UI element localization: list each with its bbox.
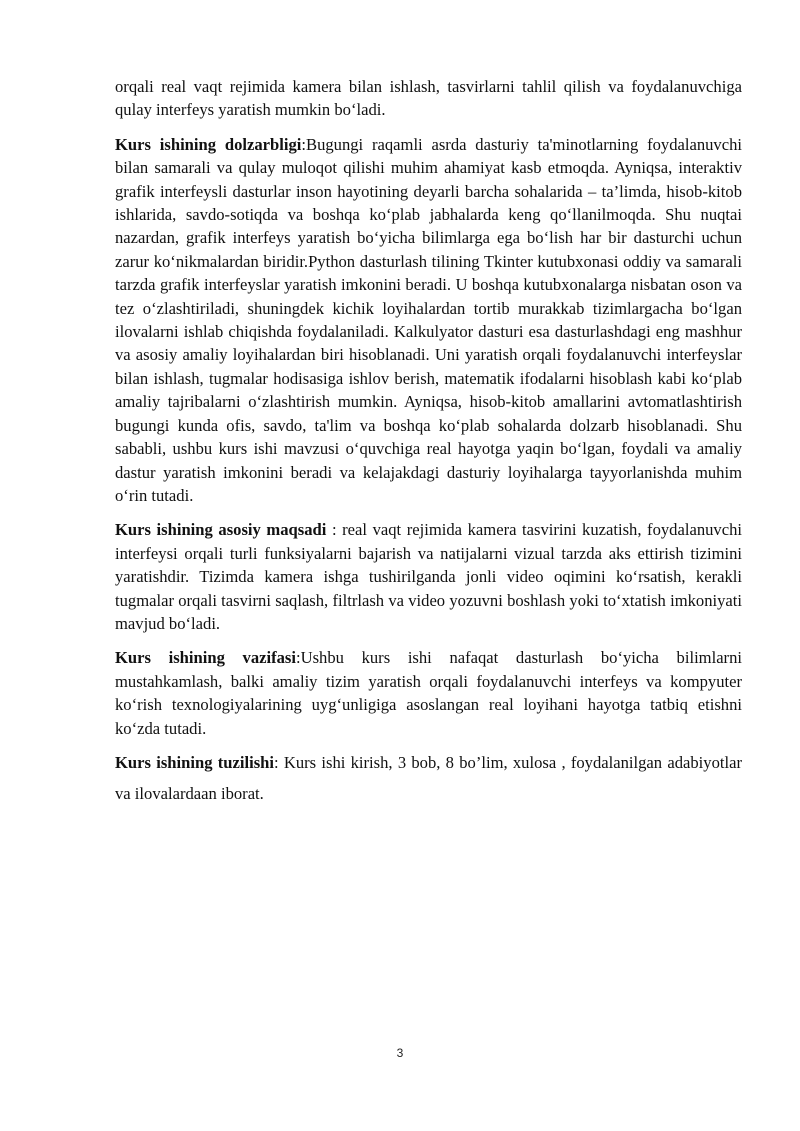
section-heading-relevance: Kurs ishining dolzarbligi xyxy=(115,134,302,154)
section-heading-main-goal: Kurs ishining asosiy maqsadi xyxy=(115,520,327,540)
paragraph-text: :Ushbu kurs ishi nafaqat dasturlash bo‘yicha bilimlarni mustahkamlash, balki amaliy tizim yaratish orqali foydalanuvchi interfeys va kompyuter ko‘rish texnologiyalarining uyg‘unligiga asoslangan real loyihani hayotga tatbiq etishni ko‘zda tutadi. xyxy=(115,648,742,738)
section-heading-tasks: Kurs ishining vazifasi xyxy=(115,648,296,668)
paragraph-tasks xyxy=(115,646,742,740)
paragraph-text: : real vaqt rejimida kamera tasvirini kuzatish, foydalanuvchi interfeysi orqali turli funksiyalarni bajarish va natijalarni vizual tarzda aks ettirish tizimini yaratishdir. Tizimda kamera ishga tushirilganda jonli video oqimini ko‘rsatish, kerakli tugmalar orqali tasvirni saqlash, filtrlash va video yozuvni boshlash yoki to‘xtatish imkoniyati mavjud bo‘ladi. xyxy=(115,520,742,633)
document-page xyxy=(115,75,742,820)
paragraph-text: : Kurs ishi kirish, 3 bob, 8 bo’lim, xulosa , foydalanilgan adabiyotlar va ilovalardaan iborat. xyxy=(115,752,742,803)
paragraph-relevance xyxy=(115,133,742,508)
page-number: 3 xyxy=(396,1046,404,1060)
paragraph-text: :Bugungi raqamli asrda dasturiy ta'minotlarning foydalanuvchi bilan samarali va qulay muloqot qilishi muhim ahamiyat kasb etmoqda. Ayniqsa, interaktiv grafik interfeysli dasturlar inson hayotining deyarli barcha sohalarida – ta’limda, hisob-kitob ishlarida, savdo-sotiqda va boshqa ko‘plab jabhalarda keng qo‘llanilmoqda. Shu nuqtai nazardan, grafik interfeys yaratish bo‘yicha bilimlarga ega bo‘lish har bir dasturchi uchun zarur ko‘nikmalardan biridir.Python dasturlash tilining Tkinter kutubxonasi oddiy va samarali tarzda grafik interfeyslar yaratish imkonini beradi. U boshqa kutubxonalarga nisbatan oson va tez o‘zlashtiriladi, shuningdek kichik loyihalardan tortib murakkab tizimlargacha bo‘lgan ilovalarni ishlab chiqishda foydalaniladi. Kalkulyator dasturi esa dasturlashdagi eng mashhur va asosiy amaliy loyihalardan biri hisoblanadi. Uni yaratish orqali foydalanuvchi interfeyslar bilan ishlash, tugmalar hodisasiga ishlov berish, matematik ifodalarni hisoblash kabi ko‘plab amaliy tajribalarni o‘zlashtirish mumkin. Ayniqsa, hisob-kitob amallarini avtomatlashtirish bugungi kunda ofis, savdo, ta'lim va boshqa ko‘plab sohalarda dolzarb hisoblanadi. Shu sababli, ushbu kurs ishi mavzusi o‘quvchiga real hayotga yaqin bo‘lgan, foydali va amaliy dastur yaratish imkonini beradi va kelajakdagi dasturiy loyihalarga tayyorlanishda muhim o‘rin tutadi. xyxy=(115,134,743,505)
paragraph-text: orqali real vaqt rejimida kamera bilan ishlash, tasvirlarni tahlil qilish va foydalanuvchiga qulay interfeys yaratish mumkin bo‘ladi. xyxy=(115,77,742,120)
section-heading-structure: Kurs ishining tuzilishi xyxy=(115,752,274,772)
paragraph-structure xyxy=(115,747,742,809)
paragraph-main-goal xyxy=(115,518,742,635)
paragraph-intro-continuation xyxy=(115,75,742,122)
